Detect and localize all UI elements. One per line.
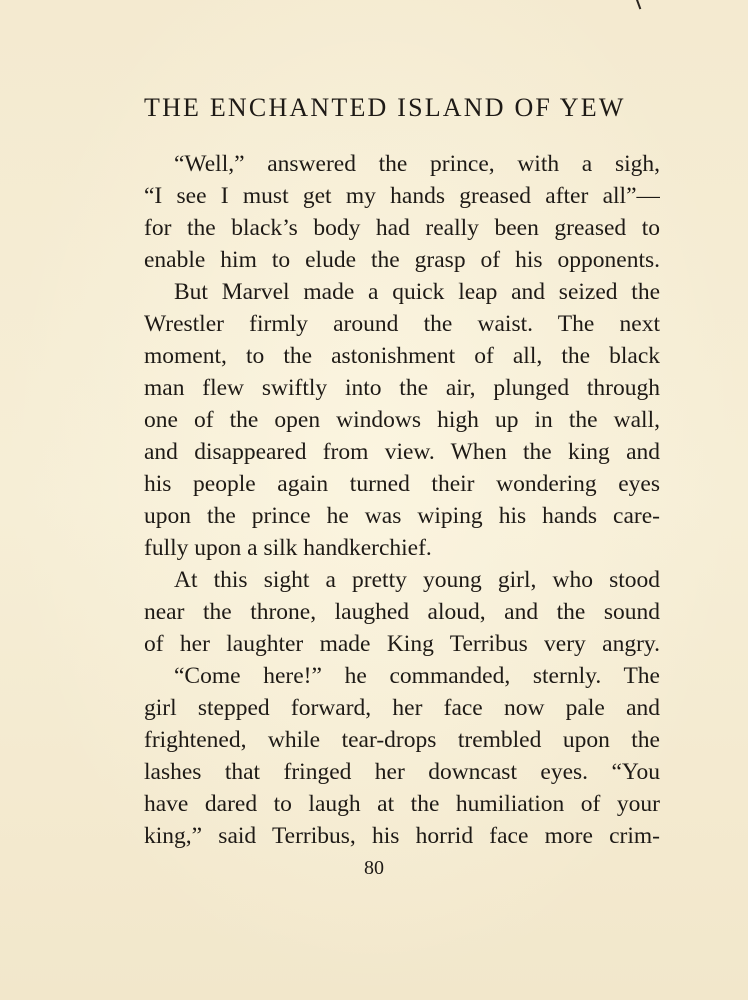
text-line: Wrestler firmly around the waist. The next [144, 311, 660, 337]
text-line: enable him to elude the grasp of his opponents. [144, 247, 660, 273]
text-line: girl stepped forward, her face now pale and [144, 695, 660, 721]
page-number: 80 [364, 857, 384, 879]
text-line: for the black’s body had really been greased to [144, 215, 660, 241]
text-line: king,” said Terribus, his horrid face more crim- [144, 823, 660, 849]
text-line: and disappeared from view. When the king and [144, 439, 660, 465]
text-line: “Well,” answered the prince, with a sigh, [174, 151, 660, 177]
text-line: “Come here!” he commanded, sternly. The [174, 663, 660, 689]
text-line: near the throne, laughed aloud, and the sound [144, 599, 660, 625]
running-head: THE ENCHANTED ISLAND OF YEW [144, 93, 626, 122]
text-line: upon the prince he was wiping his hands care- [144, 503, 660, 529]
text-line: his people again turned their wondering eyes [144, 471, 660, 497]
text-line: But Marvel made a quick leap and seized the [174, 279, 660, 305]
text-line: “I see I must get my hands greased after all”— [144, 183, 660, 209]
text-line: lashes that fringed her downcast eyes. “You [144, 759, 660, 785]
text-line: man flew swiftly into the air, plunged through [144, 375, 660, 401]
text-line: moment, to the astonishment of all, the black [144, 343, 660, 369]
text-line: of her laughter made King Terribus very angry. [144, 631, 660, 657]
text-line: frightened, while tear-drops trembled upon the [144, 727, 660, 753]
text-line: At this sight a pretty young girl, who stood [174, 567, 660, 593]
text-line: fully upon a silk handkerchief. [144, 535, 432, 561]
text-line: have dared to laugh at the humiliation of your [144, 791, 660, 817]
page-edge-mark [636, 0, 641, 9]
text-line: one of the open windows high up in the wall, [144, 407, 660, 433]
body-text [144, 148, 660, 852]
